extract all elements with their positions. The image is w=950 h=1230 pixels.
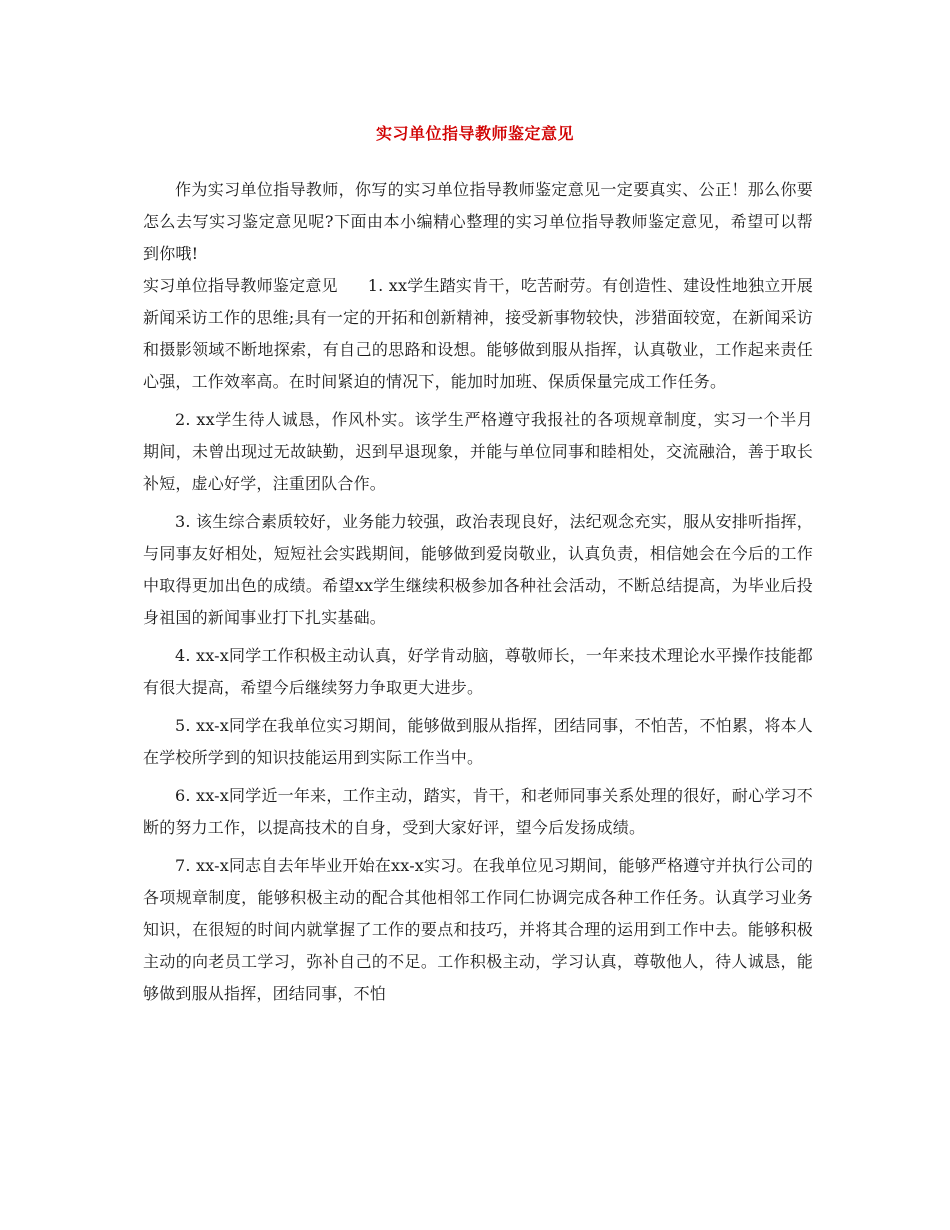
intro-paragraph: 作为实习单位指导教师，你写的实习单位指导教师鉴定意见一定要真实、公正！那么你要怎么去写实习鉴定意见呢?下面由本小编精心整理的实习单位指导教师鉴定意见，希望可以帮到你哦! <box>143 180 813 263</box>
item-paragraph-2: 2. xx学生待人诚恳，作风朴实。该学生严格遵守我报社的各项规章制度，实习一个半月期间，未曾出现过无故缺勤，迟到早退现象，并能与单位同事和睦相处，交流融洽，善于取长补短，虚心好学，注重团队合作。 <box>143 410 813 493</box>
document-body <box>143 174 813 1010</box>
item-paragraph-5: 5. xx-x同学在我单位实习期间，能够做到服从指挥，团结同事，不怕苦，不怕累，将本人在学校所学到的知识技能运用到实际工作当中。 <box>143 716 813 767</box>
item-paragraph-7: 7. xx-x同志自去年毕业开始在xx-x实习。在我单位见习期间，能够严格遵守并执行公司的各项规章制度，能够积极主动的配合其他相邻工作同仁协调完成各种工作任务。认真学习业务知识，在很短的时间内就掌握了工作的要点和技巧，并将其合理的运用到工作中去。能够积极主动的向老员工学习，弥补自己的不足。工作积极主动，学习认真，尊敬他人，待人诚恳，能够做到服从指挥，团结同事，不怕 <box>143 856 813 1003</box>
item-paragraph-4: 4. xx-x同学工作积极主动认真，好学肯动脑，尊敬师长，一年来技术理论水平操作技能都有很大提高，希望今后继续努力争取更大进步。 <box>143 646 813 697</box>
item-paragraph-1 <box>143 270 813 398</box>
document-title: 实习单位指导教师鉴定意见 <box>375 124 574 143</box>
item-paragraph-3: 3. 该生综合素质较好，业务能力较强，政治表现良好，法纪观念充实，服从安排听指挥，与同事友好相处，短短社会实践期间，能够做到爱岗敬业，认真负责，相信她会在今后的工作中取得更加出色的成绩。希望xx学生继续积极参加各种社会活动，不断总结提高，为毕业后投身祖国的新闻事业打下扎实基础。 <box>143 512 813 627</box>
inline-heading: 实习单位指导教师鉴定意见 <box>143 276 338 295</box>
item-text-1: 1. xx学生踏实肯干，吃苦耐劳。有创造性、建设性地独立开展新闻采访工作的思维;具有一定的开拓和创新精神，接受新事物较快，涉猎面较宽，在新闻采访和摄影领域不断地探索，有自己的思路和设想。能够做到服从指挥，认真敬业，工作起来责任心强，工作效率高。在时间紧迫的情况下，能加时加班、保质保量完成工作任务。 <box>143 276 813 391</box>
item-paragraph-6: 6. xx-x同学近一年来，工作主动，踏实，肯干，和老师同事关系处理的很好，耐心学习不断的努力工作，以提高技术的自身，受到大家好评，望今后发扬成绩。 <box>143 786 813 837</box>
